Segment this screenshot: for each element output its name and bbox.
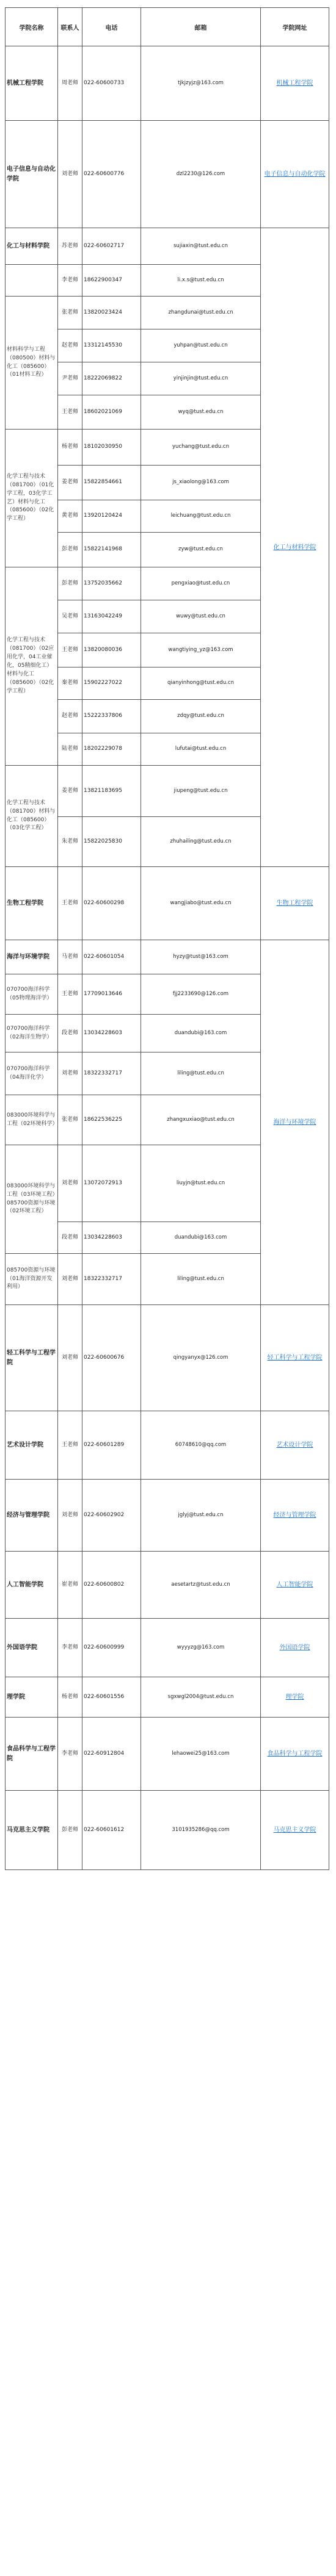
contact-cell: 张老师 xyxy=(58,297,82,329)
phone-cell: 17709013646 xyxy=(82,974,141,1015)
college-website-link[interactable]: 电子信息与自动化学院 xyxy=(264,171,326,178)
header-contact: 联系人 xyxy=(58,8,82,46)
phone-cell: 15822025830 xyxy=(82,817,141,867)
phone-cell: 18602021069 xyxy=(82,395,141,430)
email-cell: zyw@tust.edu.cn xyxy=(141,533,261,567)
college-website-cell xyxy=(261,940,329,1305)
phone-cell: 18622536225 xyxy=(82,1095,141,1145)
email-cell: jiupeng@tust.edu.cn xyxy=(141,766,261,817)
header-phone: 电话 xyxy=(82,8,141,46)
email-cell: sgxwgl2004@tust.edu.cn xyxy=(141,1677,261,1718)
contact-cell: 吴老师 xyxy=(58,600,82,633)
contact-cell: 刘老师 xyxy=(58,1145,82,1222)
phone-cell: 15222337806 xyxy=(82,700,141,733)
email-cell: jglyj@tust.edu.cn xyxy=(141,1480,261,1552)
college-website-link[interactable]: 外国语学院 xyxy=(279,1644,310,1651)
email-cell: wyyyzg@163.com xyxy=(141,1619,261,1677)
email-cell: qianyinhong@tust.edu.cn xyxy=(141,667,261,700)
email-cell: duandubi@163.com xyxy=(141,1015,261,1052)
contact-cell: 苏老师 xyxy=(58,228,82,265)
table-row xyxy=(5,1677,329,1718)
phone-cell: 13072072913 xyxy=(82,1145,141,1222)
contact-cell: 王老师 xyxy=(58,633,82,667)
college-website-cell xyxy=(261,46,329,121)
contact-cell: 杨老师 xyxy=(58,1677,82,1718)
phone-cell: 15902227022 xyxy=(82,667,141,700)
college-cell: 艺术设计学院 xyxy=(5,1411,58,1480)
email-cell: qingyanyx@126.com xyxy=(141,1305,261,1411)
email-cell: hyzy@tust@163.com xyxy=(141,940,261,974)
college-website-link[interactable]: 机械工程学院 xyxy=(276,80,313,87)
email-cell: lufutai@tust.edu.cn xyxy=(141,733,261,766)
email-cell: aesetartz@tust.edu.cn xyxy=(141,1552,261,1619)
contact-cell: 段老师 xyxy=(58,1222,82,1254)
college-website-link[interactable]: 化工与材料学院 xyxy=(273,544,316,551)
contact-cell: 王老师 xyxy=(58,1411,82,1480)
college-website-link[interactable]: 艺术设计学院 xyxy=(276,1442,313,1448)
college-website-cell xyxy=(261,1677,329,1718)
phone-cell: 022-60600999 xyxy=(82,1619,141,1677)
phone-cell: 022-60602717 xyxy=(82,228,141,265)
table-row xyxy=(5,228,329,265)
college-cell: 外国语学院 xyxy=(5,1619,58,1677)
contact-cell: 崔老师 xyxy=(58,1552,82,1619)
contact-cell: 李老师 xyxy=(58,265,82,297)
phone-cell: 18102030950 xyxy=(82,430,141,466)
phone-cell: 18222069822 xyxy=(82,362,141,395)
college-cell: 083000环境科学与工程（02环境科学） xyxy=(5,1095,58,1145)
contact-cell: 黄老师 xyxy=(58,500,82,533)
table-row xyxy=(5,940,329,974)
college-cell: 轻工科学与工程学院 xyxy=(5,1305,58,1411)
phone-cell: 13821183695 xyxy=(82,766,141,817)
contact-cell: 尹老师 xyxy=(58,362,82,395)
phone-cell: 18202229078 xyxy=(82,733,141,766)
contact-cell: 彭老师 xyxy=(58,567,82,600)
college-website-link[interactable]: 经济与管理学院 xyxy=(273,1512,316,1519)
college-cell: 电子信息与自动化学院 xyxy=(5,121,58,228)
email-cell: wangjiabo@tust.edu.cn xyxy=(141,867,261,940)
college-cell: 083000环境科学与工程（03环境工程）085700资源与环境（02环境工程） xyxy=(5,1145,58,1254)
phone-cell: 022-60601612 xyxy=(82,1791,141,1870)
email-cell: liling@tust.edu.cn xyxy=(141,1052,261,1095)
phone-cell: 022-60601054 xyxy=(82,940,141,974)
college-website-cell xyxy=(261,1305,329,1411)
college-website-cell xyxy=(261,867,329,940)
college-cell: 马克思主义学院 xyxy=(5,1791,58,1870)
header-email: 邮箱 xyxy=(141,8,261,46)
email-cell: zdqy@tust.edu.cn xyxy=(141,700,261,733)
contact-cell: 杨老师 xyxy=(58,430,82,466)
phone-cell: 18322332717 xyxy=(82,1254,141,1305)
phone-cell: 18622900347 xyxy=(82,265,141,297)
table-header-row xyxy=(5,8,329,46)
email-cell: 3101935286@qq.com xyxy=(141,1791,261,1870)
email-cell: wyq@tust.edu.cn xyxy=(141,395,261,430)
email-cell: dzl2230@126.com xyxy=(141,121,261,228)
college-cell: 085700资源与环境（01海洋资源开发利用） xyxy=(5,1254,58,1305)
phone-cell: 022-60600298 xyxy=(82,867,141,940)
college-cell: 材料科学与工程（080500）材料与化工（085600）（01材料工程） xyxy=(5,297,58,430)
college-cell: 机械工程学院 xyxy=(5,46,58,121)
email-cell: liuyjn@tust.edu.cn xyxy=(141,1145,261,1222)
table-row xyxy=(5,1619,329,1677)
table-row xyxy=(5,1552,329,1619)
contact-cell: 刘老师 xyxy=(58,1254,82,1305)
email-cell: wangtiying_yz@163.com xyxy=(141,633,261,667)
college-cell: 经济与管理学院 xyxy=(5,1480,58,1552)
college-website-cell xyxy=(261,121,329,228)
table-row xyxy=(5,1305,329,1411)
phone-cell: 13920120424 xyxy=(82,500,141,533)
phone-cell: 13034228603 xyxy=(82,1222,141,1254)
college-website-link[interactable]: 食品科学与工程学院 xyxy=(267,1750,323,1757)
contact-cell: 段老师 xyxy=(58,1015,82,1052)
phone-cell: 022-60600676 xyxy=(82,1305,141,1411)
email-cell: leichuang@tust.edu.cn xyxy=(141,500,261,533)
phone-cell: 13163042249 xyxy=(82,600,141,633)
contact-table xyxy=(5,7,329,1870)
contact-cell: 刘老师 xyxy=(58,1305,82,1411)
table-row xyxy=(5,1718,329,1791)
email-cell: yuhpan@tust.edu.cn xyxy=(141,329,261,362)
college-cell: 化学工程与技术（081700）材料与化工（085600）（03化学工程） xyxy=(5,766,58,867)
table-row xyxy=(5,867,329,940)
email-cell: duandubi@163.com xyxy=(141,1222,261,1254)
contact-cell: 王老师 xyxy=(58,974,82,1015)
college-website-cell xyxy=(261,1411,329,1480)
contact-cell: 王老师 xyxy=(58,867,82,940)
header-college: 学院名称 xyxy=(5,8,58,46)
college-cell: 070700海洋科学（05物理海洋学） xyxy=(5,974,58,1015)
contact-cell: 姜老师 xyxy=(58,466,82,500)
college-cell xyxy=(5,265,58,297)
phone-cell: 15822141968 xyxy=(82,533,141,567)
college-website-cell xyxy=(261,1791,329,1870)
phone-cell: 13820080036 xyxy=(82,633,141,667)
college-website-cell xyxy=(261,228,329,867)
email-cell: sujiaxin@tust.edu.cn xyxy=(141,228,261,265)
phone-cell: 18322332717 xyxy=(82,1052,141,1095)
email-cell: zhuhailing@tust.edu.cn xyxy=(141,817,261,867)
email-cell: zhangxuxiao@tust.edu.cn xyxy=(141,1095,261,1145)
header-link: 学院网址 xyxy=(261,8,329,46)
phone-cell: 022-60600776 xyxy=(82,121,141,228)
college-website-link[interactable]: 人工智能学院 xyxy=(276,1581,313,1588)
college-website-link[interactable]: 马克思主义学院 xyxy=(273,1827,316,1833)
contact-cell: 秦老师 xyxy=(58,667,82,700)
college-website-cell xyxy=(261,1718,329,1791)
college-cell: 070700海洋科学（04海洋化学） xyxy=(5,1052,58,1095)
phone-cell: 022-60600802 xyxy=(82,1552,141,1619)
phone-cell: 13752035662 xyxy=(82,567,141,600)
contact-cell: 李老师 xyxy=(58,1619,82,1677)
phone-cell: 15822854661 xyxy=(82,466,141,500)
college-website-link[interactable]: 海洋与环境学院 xyxy=(273,1119,316,1126)
contact-cell: 马老师 xyxy=(58,940,82,974)
phone-cell: 022-60600733 xyxy=(82,46,141,121)
college-cell: 生物工程学院 xyxy=(5,867,58,940)
college-cell: 化工与材料学院 xyxy=(5,228,58,265)
contact-cell: 赵老师 xyxy=(58,329,82,362)
phone-cell: 13312145530 xyxy=(82,329,141,362)
college-cell: 070700海洋科学（02海洋生物学） xyxy=(5,1015,58,1052)
college-cell: 化学工程与技术（081700）（02应用化学，04工业催化，05精细化工）材料与化工（085600）（02化学工程） xyxy=(5,567,58,766)
email-cell: js_xiaolong@163.com xyxy=(141,466,261,500)
college-cell: 食品科学与工程学院 xyxy=(5,1718,58,1791)
contact-cell: 赵老师 xyxy=(58,700,82,733)
phone-cell: 13820023424 xyxy=(82,297,141,329)
college-website-link[interactable]: 理学院 xyxy=(285,1694,304,1700)
contact-cell: 李老师 xyxy=(58,1718,82,1791)
contact-cell: 王老师 xyxy=(58,395,82,430)
college-cell: 化学工程与技术（081700）（01化学工程，03化学工艺）材料与化工（085600）（02化学工程） xyxy=(5,430,58,567)
contact-cell: 朱老师 xyxy=(58,817,82,867)
table-row xyxy=(5,1480,329,1552)
college-website-cell xyxy=(261,1480,329,1552)
contact-cell: 刘老师 xyxy=(58,1052,82,1095)
email-cell: tjkjzyjz@163.com xyxy=(141,46,261,121)
contact-cell: 彭老师 xyxy=(58,533,82,567)
contact-cell: 刘老师 xyxy=(58,1480,82,1552)
table-row xyxy=(5,46,329,121)
contact-cell: 姜老师 xyxy=(58,766,82,817)
email-cell: lehaowei25@163.com xyxy=(141,1718,261,1791)
phone-cell: 022-60601556 xyxy=(82,1677,141,1718)
email-cell: zhangdunai@tust.edu.cn xyxy=(141,297,261,329)
college-website-cell xyxy=(261,1552,329,1619)
contact-cell: 彭老师 xyxy=(58,1791,82,1870)
email-cell: yinjinjin@tust.edu.cn xyxy=(141,362,261,395)
table-row xyxy=(5,1411,329,1480)
table-body xyxy=(5,46,329,1870)
email-cell: pengxiao@tust.edu.cn xyxy=(141,567,261,600)
contact-cell: 陆老师 xyxy=(58,733,82,766)
phone-cell: 13034228603 xyxy=(82,1015,141,1052)
email-cell: li.x.s@tust.edu.cn xyxy=(141,265,261,297)
email-cell: liling@tust.edu.cn xyxy=(141,1254,261,1305)
college-website-cell xyxy=(261,1619,329,1677)
college-cell: 人工智能学院 xyxy=(5,1552,58,1619)
college-website-link[interactable]: 轻工科学与工程学院 xyxy=(267,1355,323,1361)
table-row xyxy=(5,121,329,228)
phone-cell: 022-60602902 xyxy=(82,1480,141,1552)
contact-cell: 刘老师 xyxy=(58,121,82,228)
contact-cell: 张老师 xyxy=(58,1095,82,1145)
college-website-link[interactable]: 生物工程学院 xyxy=(276,900,313,907)
table-row xyxy=(5,1791,329,1870)
college-cell: 海洋与环境学院 xyxy=(5,940,58,974)
email-cell: fjj2233690@126.com xyxy=(141,974,261,1015)
contact-cell: 周老师 xyxy=(58,46,82,121)
phone-cell: 022-60601289 xyxy=(82,1411,141,1480)
college-cell: 理学院 xyxy=(5,1677,58,1718)
phone-cell: 022-60912804 xyxy=(82,1718,141,1791)
email-cell: wuwy@tust.edu.cn xyxy=(141,600,261,633)
email-cell: yuchang@tust.edu.cn xyxy=(141,430,261,466)
email-cell: 60748610@qq.com xyxy=(141,1411,261,1480)
